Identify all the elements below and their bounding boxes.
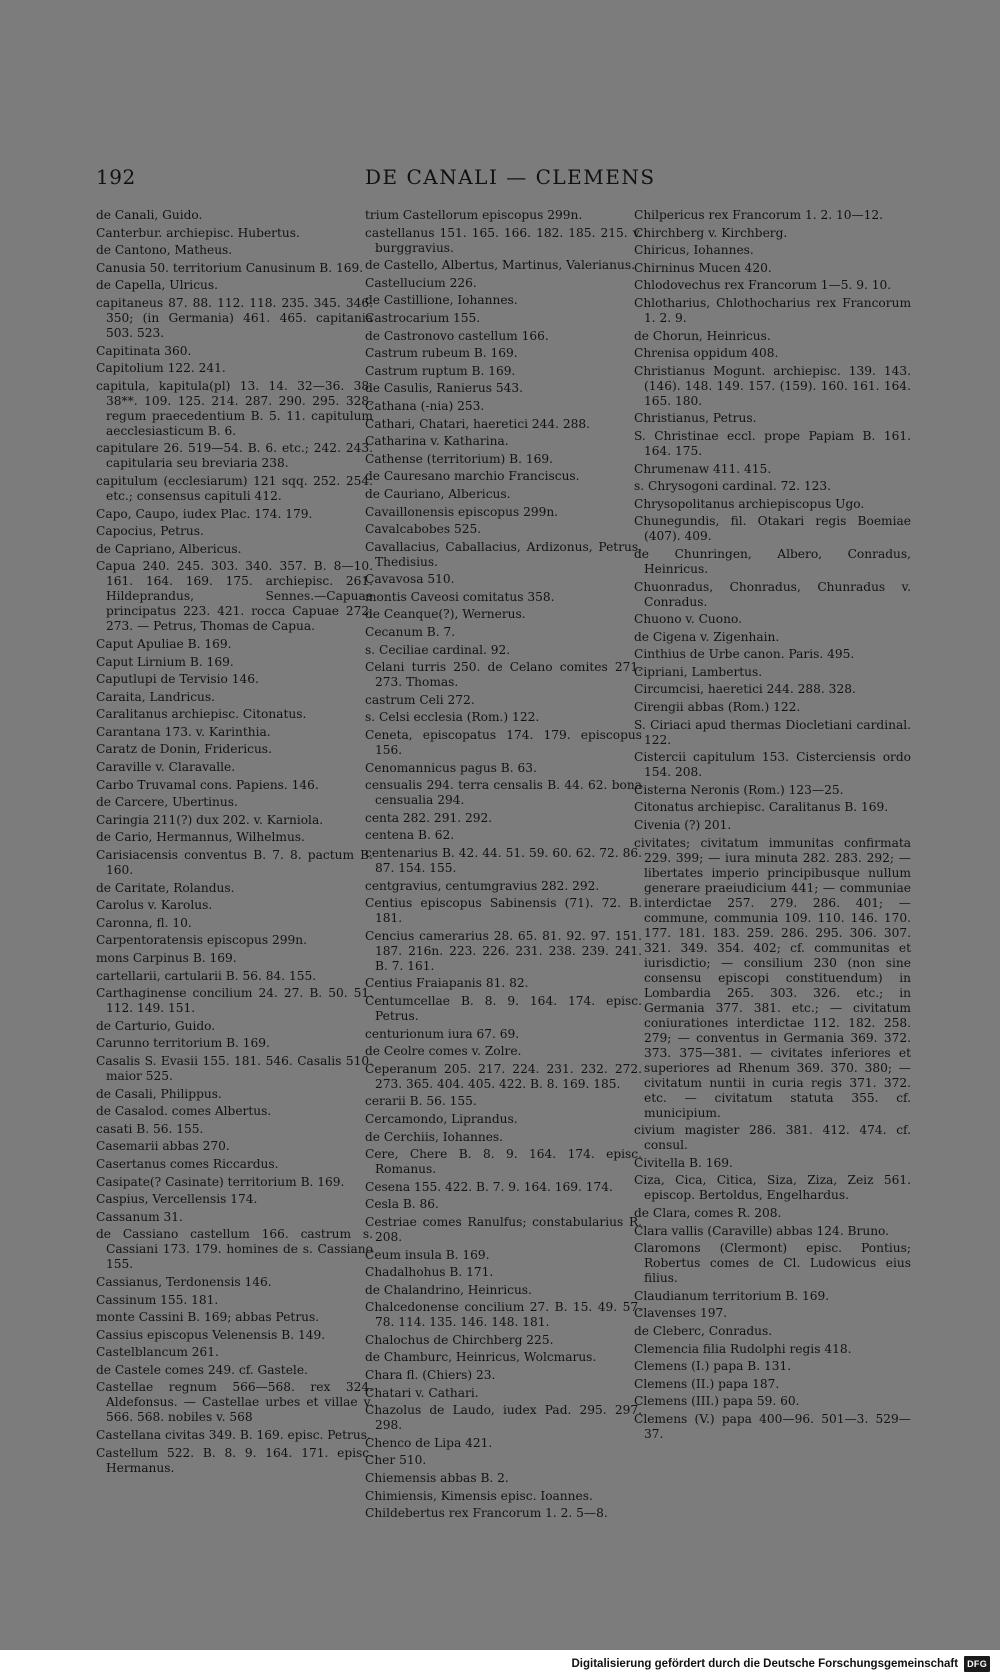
- index-entry: Caronna, fl. 10.: [96, 915, 192, 930]
- index-entry: casati B. 56. 155.: [96, 1121, 204, 1136]
- index-entry: Chimiensis, Kimensis episc. Ioannes.: [365, 1488, 593, 1503]
- index-entry: de Capriano, Albericus.: [96, 541, 242, 556]
- index-entry: Clavenses 197.: [634, 1306, 728, 1321]
- index-entry: Centius episcopus Sabinensis (71). 72. B. 181.: [365, 896, 642, 926]
- index-entry: Chiemensis abbas B. 2.: [365, 1471, 509, 1486]
- index-entry: Castellum 522. B. 8. 9. 164. 171. episc. Hermanus.: [96, 1445, 373, 1475]
- index-entry: de Clara, comes R. 208.: [634, 1206, 782, 1220]
- index-entry: Canterbur. archiepisc. Hubertus.: [96, 225, 300, 240]
- index-entry: Clemencia filia Rudolphi regis 418.: [634, 1341, 852, 1356]
- index-entry: Clara vallis (Caraville) abbas 124. Bruno.: [634, 1223, 890, 1238]
- index-entry: Castellucium 226.: [365, 275, 477, 290]
- index-entry: de Capella, Ulricus.: [96, 278, 218, 293]
- index-entry: Chlodovechus rex Francorum 1—5. 9. 10.: [634, 278, 892, 293]
- index-entry: Castrum rubeum B. 169.: [365, 346, 518, 361]
- index-entry: Chirchberg v. Kirchberg.: [634, 225, 788, 240]
- index-entry: s. Ceciliae cardinal. 92.: [365, 642, 511, 657]
- index-entry: de Casulis, Ranierus 543.: [365, 381, 524, 396]
- index-entry: de Ceolre comes v. Zolre.: [365, 1044, 522, 1059]
- index-entry: Castellana civitas 349. B. 169. episc. Petrus.: [96, 1428, 371, 1443]
- index-entry: Cavallacius, Caballacius, Ardizonus, Petrus, Thedisius.: [365, 539, 642, 569]
- index-entry: de Chunringen, Albero, Conradus, Heinricus.: [634, 546, 911, 576]
- index-entry: Centius Fraiapanis 81. 82.: [365, 976, 529, 991]
- index-entry: centena B. 62.: [365, 828, 455, 843]
- index-entry: cartellarii, cartularii B. 56. 84. 155.: [96, 968, 317, 983]
- index-entry: castrum Celi 272.: [365, 692, 475, 707]
- index-column-right: [634, 208, 911, 1445]
- index-entry: Civenia (?) 201.: [634, 818, 732, 833]
- index-entry: Celani turris 250. de Celano comites 271. 273. Thomas.: [365, 660, 642, 690]
- funding-notice: Digitalisierung gefördert durch die Deutsche Forschungsgemeinschaft: [571, 1657, 959, 1670]
- index-entry: centgravius, centumgravius 282. 292.: [365, 878, 600, 893]
- index-entry: S. Ciriaci apud thermas Diocletiani cardinal. 122.: [634, 717, 911, 747]
- index-entry: Carantana 173. v. Karinthia.: [96, 724, 271, 739]
- index-entry: Caraita, Landricus.: [96, 689, 216, 704]
- index-entry: Capitinata 360.: [96, 343, 192, 358]
- index-entry: de Cauriano, Albericus.: [365, 486, 511, 501]
- index-entry: civitates; civitatum immunitas confirmata 229. 399; — iura minuta 282. 283. 292; — libertates imperio principibusque nullum generare praeiudicium 441; — communiae interdictae 257. 279. 286. 401; — commune, communia 109. 110. 146. 170. 177. 181. 183. 259. 286. 295. 306. 307. 321. 349. 354. 402; cf. communitas et iurisdictio; — consilium 230 (non sine consensu episcopi constituendum) in Lombardia 265. 303. 326. etc.; in Germania 377. 381. etc.; — civitatum coniurationes interdictae 112. 182. 258. 279; — conventus in Germania 369. 372. 373. 375—381. — civitates inferiores et superiores ad Rhenum 369. 370. 380; — civitatum nuntii in curia regis 371. 372. etc. — civitatum statuta 355. cf. municipium.: [634, 835, 911, 1120]
- index-entry: Caputlupi de Tervisio 146.: [96, 672, 259, 687]
- index-entry: Cathari, Chatari, haeretici 244. 288.: [365, 416, 591, 431]
- running-head: DE CANALI — CLEMENS: [365, 165, 656, 189]
- index-entry: de Carturio, Guido.: [96, 1018, 216, 1033]
- index-entry: Chara fl. (Chiers) 23.: [365, 1368, 496, 1383]
- index-entry: cerarii B. 56. 155.: [365, 1094, 477, 1109]
- index-entry: Ceum insula B. 169.: [365, 1247, 490, 1262]
- index-entry: Clemens (I.) papa B. 131.: [634, 1359, 792, 1374]
- index-entry: Cesena 155. 422. B. 7. 9. 164. 169. 174.: [365, 1179, 613, 1194]
- index-entry: Chunegundis, fil. Otakari regis Boemiae (407). 409.: [634, 514, 911, 544]
- index-entry: capitulare 26. 519—54. B. 6. etc.; 242. 243. capitularia seu breviaria 238.: [96, 441, 373, 471]
- index-entry: Christianus Mogunt. archiepisc. 139. 143. (146). 148. 149. 157. (159). 160. 161. 164. 165. 180.: [634, 363, 911, 408]
- index-entry: Cesla B. 86.: [365, 1197, 439, 1212]
- index-entry: de Chamburc, Heinricus, Wolcmarus.: [365, 1350, 597, 1365]
- index-entry: s. Celsi ecclesia (Rom.) 122.: [365, 710, 540, 725]
- index-entry: Cavavosa 510.: [365, 572, 455, 587]
- index-entry: Chlotharius, Chlothocharius rex Francorum 1. 2. 9.: [634, 295, 911, 325]
- index-entry: Centumcellae B. 8. 9. 164. 174. episc. Petrus.: [365, 993, 642, 1023]
- index-entry: Circumcisi, haeretici 244. 288. 328.: [634, 682, 856, 697]
- index-entry: Chrysopolitanus archiepiscopus Ugo.: [634, 496, 865, 511]
- index-entry: Chatari v. Cathari.: [365, 1385, 479, 1400]
- index-entry: S. Christinae eccl. prope Papiam B. 161. 164. 175.: [634, 428, 911, 458]
- index-entry: Childebertus rex Francorum 1. 2. 5—8.: [365, 1506, 608, 1521]
- index-entry: Catharina v. Katharina.: [365, 434, 509, 449]
- index-entry: de Chorun, Heinricus.: [634, 328, 771, 343]
- index-entry: monte Cassini B. 169; abbas Petrus.: [96, 1310, 320, 1325]
- index-entry: Cisterna Neronis (Rom.) 123—25.: [634, 782, 844, 797]
- index-entry: Cipriani, Lambertus.: [634, 664, 763, 679]
- index-entry: de Cantono, Matheus.: [96, 243, 233, 258]
- index-entry: Chirninus Mucen 420.: [634, 260, 772, 275]
- index-entry: capitulum (ecclesiarum) 121 sqq. 252. 254. etc.; consensus capituli 412.: [96, 473, 373, 503]
- index-entry: Chilpericus rex Francorum 1. 2. 10—12.: [634, 208, 884, 222]
- index-entry: Cirengii abbas (Rom.) 122.: [634, 700, 801, 715]
- index-entry: Chuono v. Cuono.: [634, 612, 742, 627]
- index-entry: de Cerchiis, Iohannes.: [365, 1129, 504, 1144]
- index-entry: civium magister 286. 381. 412. 474. cf. consul.: [634, 1123, 911, 1153]
- index-entry: Carpentoratensis episcopus 299n.: [96, 933, 307, 948]
- index-entry: de Chalandrino, Heinricus.: [365, 1282, 532, 1297]
- index-entry: Clemens (II.) papa 187.: [634, 1376, 780, 1391]
- index-entry: Cassinum 155. 181.: [96, 1292, 219, 1307]
- index-entry: Cercamondo, Liprandus.: [365, 1111, 518, 1126]
- index-entry: centenarius B. 42. 44. 51. 59. 60. 62. 72. 86. 87. 154. 155.: [365, 846, 642, 875]
- index-entry: Chazolus de Laudo, iudex Pad. 295. 297. 298.: [365, 1403, 642, 1433]
- index-entry: capitula, kapitula(pl) 13. 14. 32—36. 38. 38**. 109. 125. 214. 287. 290. 295. 328. regum praecedentium B. 5. 11. capitulum aecclesiasticum B. 6.: [96, 378, 373, 438]
- index-entry: Casalis S. Evasii 155. 181. 546. Casalis 510. maior 525.: [96, 1053, 373, 1083]
- index-entry: Cathense (territorium) B. 169.: [365, 451, 553, 466]
- index-entry: Citonatus archiepisc. Caralitanus B. 169.: [634, 800, 889, 815]
- index-entry: de Cigena v. Zigenhain.: [634, 629, 780, 644]
- index-entry: Cassius episcopus Velenensis B. 149.: [96, 1327, 326, 1342]
- index-entry: Carisiacensis conventus B. 7. 8. pactum B. 160.: [96, 848, 373, 878]
- index-entry: Casemarii abbas 270.: [96, 1139, 230, 1154]
- index-entry: censualis 294. terra censalis B. 44. 62. bona censualia 294.: [365, 778, 642, 808]
- index-entry: centurionum iura 67. 69.: [365, 1026, 520, 1041]
- page-number: 192: [96, 165, 136, 189]
- index-entry: Cassanum 31.: [96, 1209, 183, 1224]
- index-entry: Cher 510.: [365, 1453, 427, 1468]
- index-entry: de Cassiano castellum 166. castrum s. Cassiani 173. 179. homines de s. Cassiano 155.: [96, 1227, 373, 1272]
- index-entry: Capo, Caupo, iudex Plac. 174. 179.: [96, 506, 313, 521]
- index-entry: centa 282. 291. 292.: [365, 810, 493, 825]
- index-entry: Cencius camerarius 28. 65. 81. 92. 97. 151. 187. 216n. 223. 226. 231. 238. 239. 241. B. 7. 161.: [365, 928, 642, 973]
- index-entry: mons Carpinus B. 169.: [96, 951, 237, 965]
- index-entry: trium Castellorum episcopus 299n.: [365, 208, 583, 222]
- index-entry: Capua 240. 245. 303. 340. 357. B. 8—10. 161. 164. 169. 175. archiepisc. 261. Hildeprandus, Sennes.—Capuae principatus 223. 421. rocca Capuae 272. 273. — Petrus, Thomas de Capua.: [96, 559, 373, 634]
- index-entry: Chuonradus, Chonradus, Chunradus v. Conradus.: [634, 579, 911, 609]
- index-entry: Castrum ruptum B. 169.: [365, 363, 516, 378]
- index-entry: Carbo Truvamal cons. Papiens. 146.: [96, 777, 319, 792]
- index-entry: de Castronovo castellum 166.: [365, 328, 549, 343]
- index-entry: Cavaillonensis episcopus 299n.: [365, 504, 559, 519]
- index-entry: de Canali, Guido.: [96, 208, 203, 222]
- index-entry: de Cleberc, Conradus.: [634, 1323, 773, 1338]
- index-column-middle: [365, 208, 642, 1524]
- index-entry: Cecanum B. 7.: [365, 625, 456, 640]
- index-entry: Claromons (Clermont) episc. Pontius; Robertus comes de Cl. Ludowicus eius filius.: [634, 1241, 911, 1286]
- index-entry: Castelblancum 261.: [96, 1345, 219, 1360]
- index-entry: Capocius, Petrus.: [96, 524, 204, 539]
- index-entry: Chiricus, Iohannes.: [634, 243, 754, 258]
- index-entry: montis Caveosi comitatus 358.: [365, 589, 555, 604]
- index-entry: Castellae regnum 566—568. rex 324. Aldefonsus. — Castellae urbes et villae v. 566. 568. nobiles v. 568: [96, 1380, 373, 1425]
- index-entry: de Caritate, Rolandus.: [96, 880, 235, 895]
- index-entry: Caput Apuliae B. 169.: [96, 636, 232, 651]
- index-entry: de Casali, Philippus.: [96, 1086, 222, 1101]
- index-entry: Caput Lirnium B. 169.: [96, 654, 234, 669]
- index-entry: Cinthius de Urbe canon. Paris. 495.: [634, 647, 855, 662]
- index-entry: Canusia 50. territorium Canusinum B. 169.: [96, 260, 364, 275]
- index-entry: Caspius, Vercellensis 174.: [96, 1192, 258, 1207]
- index-entry: Chenco de Lipa 421.: [365, 1435, 493, 1450]
- index-entry: Cistercii capitulum 153. Cisterciensis ordo 154. 208.: [634, 750, 911, 780]
- index-entry: Christianus, Petrus.: [634, 411, 757, 426]
- index-entry: Chrenisa oppidum 408.: [634, 346, 779, 361]
- index-entry: Claudianum territorium B. 169.: [634, 1288, 830, 1303]
- index-entry: de Carcere, Ubertinus.: [96, 795, 238, 810]
- index-entry: de Cauresano marchio Franciscus.: [365, 469, 580, 484]
- index-entry: Clemens (V.) papa 400—96. 501—3. 529—37.: [634, 1411, 911, 1441]
- index-entry: Casertanus comes Riccardus.: [96, 1156, 279, 1171]
- index-entry: castellanus 151. 165. 166. 182. 185. 215. v. burggravius.: [365, 225, 642, 255]
- index-entry: Caringia 211(?) dux 202. v. Karniola.: [96, 812, 324, 827]
- index-entry: Cenomannicus pagus B. 63.: [365, 760, 537, 775]
- index-entry: Clemens (III.) papa 59. 60.: [634, 1394, 800, 1409]
- index-entry: de Cario, Hermannus, Wilhelmus.: [96, 830, 305, 845]
- index-entry: Chalochus de Chirchberg 225.: [365, 1332, 554, 1347]
- index-entry: Ceneta, episcopatus 174. 179. episcopus 156.: [365, 728, 642, 758]
- index-entry: Cere, Chere B. 8. 9. 164. 174. episc. Romanus.: [365, 1147, 642, 1177]
- index-entry: Cassianus, Terdonensis 146.: [96, 1274, 272, 1289]
- index-entry: Caraville v. Claravalle.: [96, 760, 236, 775]
- index-entry: Cavalcabobes 525.: [365, 522, 482, 537]
- index-entry: de Castello, Albertus, Martinus, Valerianus.: [365, 258, 635, 273]
- index-entry: Capitolium 122. 241.: [96, 361, 226, 376]
- index-entry: s. Chrysogoni cardinal. 72. 123.: [634, 479, 832, 494]
- index-entry: de Castillione, Iohannes.: [365, 293, 518, 308]
- index-entry: Ciza, Cica, Citica, Siza, Ziza, Zeiz 561. episcop. Bertoldus, Engelhardus.: [634, 1173, 911, 1203]
- index-entry: Cathana (-nia) 253.: [365, 398, 485, 413]
- dfg-logo: DFG: [964, 1656, 990, 1672]
- index-entry: Casipate(? Casinate) territorium B. 169.: [96, 1174, 345, 1189]
- index-entry: Castrocarium 155.: [365, 310, 481, 325]
- index-entry: Ceperanum 205. 217. 224. 231. 232. 272. 273. 365. 404. 405. 422. B. 8. 169. 185.: [365, 1061, 642, 1091]
- index-entry: Caralitanus archiepisc. Citonatus.: [96, 707, 307, 722]
- index-entry: Carolus v. Karolus.: [96, 898, 213, 913]
- index-entry: Carunno territorium B. 169.: [96, 1036, 270, 1051]
- index-entry: Cestriae comes Ranulfus; constabularius R. 208.: [365, 1214, 642, 1244]
- index-entry: Civitella B. 169.: [634, 1155, 733, 1170]
- index-entry: Caratz de Donin, Fridericus.: [96, 742, 272, 757]
- index-entry: de Castele comes 249. cf. Gastele.: [96, 1362, 308, 1377]
- index-entry: de Ceanque(?), Wernerus.: [365, 607, 526, 622]
- index-entry: de Casalod. comes Albertus.: [96, 1104, 272, 1119]
- digitization-footer: [0, 1650, 1000, 1677]
- index-entry: Chadalhohus B. 171.: [365, 1265, 494, 1280]
- index-column-left: [96, 208, 373, 1478]
- index-entry: Chalcedonense concilium 27. B. 15. 49. 57. 78. 114. 135. 146. 148. 181.: [365, 1300, 642, 1330]
- index-entry: Carthaginense concilium 24. 27. B. 50. 51. 112. 149. 151.: [96, 986, 373, 1016]
- index-entry: capitaneus 87. 88. 112. 118. 235. 345. 346. 350; (in Germania) 461. 465. capitania 503. 523.: [96, 295, 373, 340]
- index-entry: Chrumenaw 411. 415.: [634, 461, 772, 476]
